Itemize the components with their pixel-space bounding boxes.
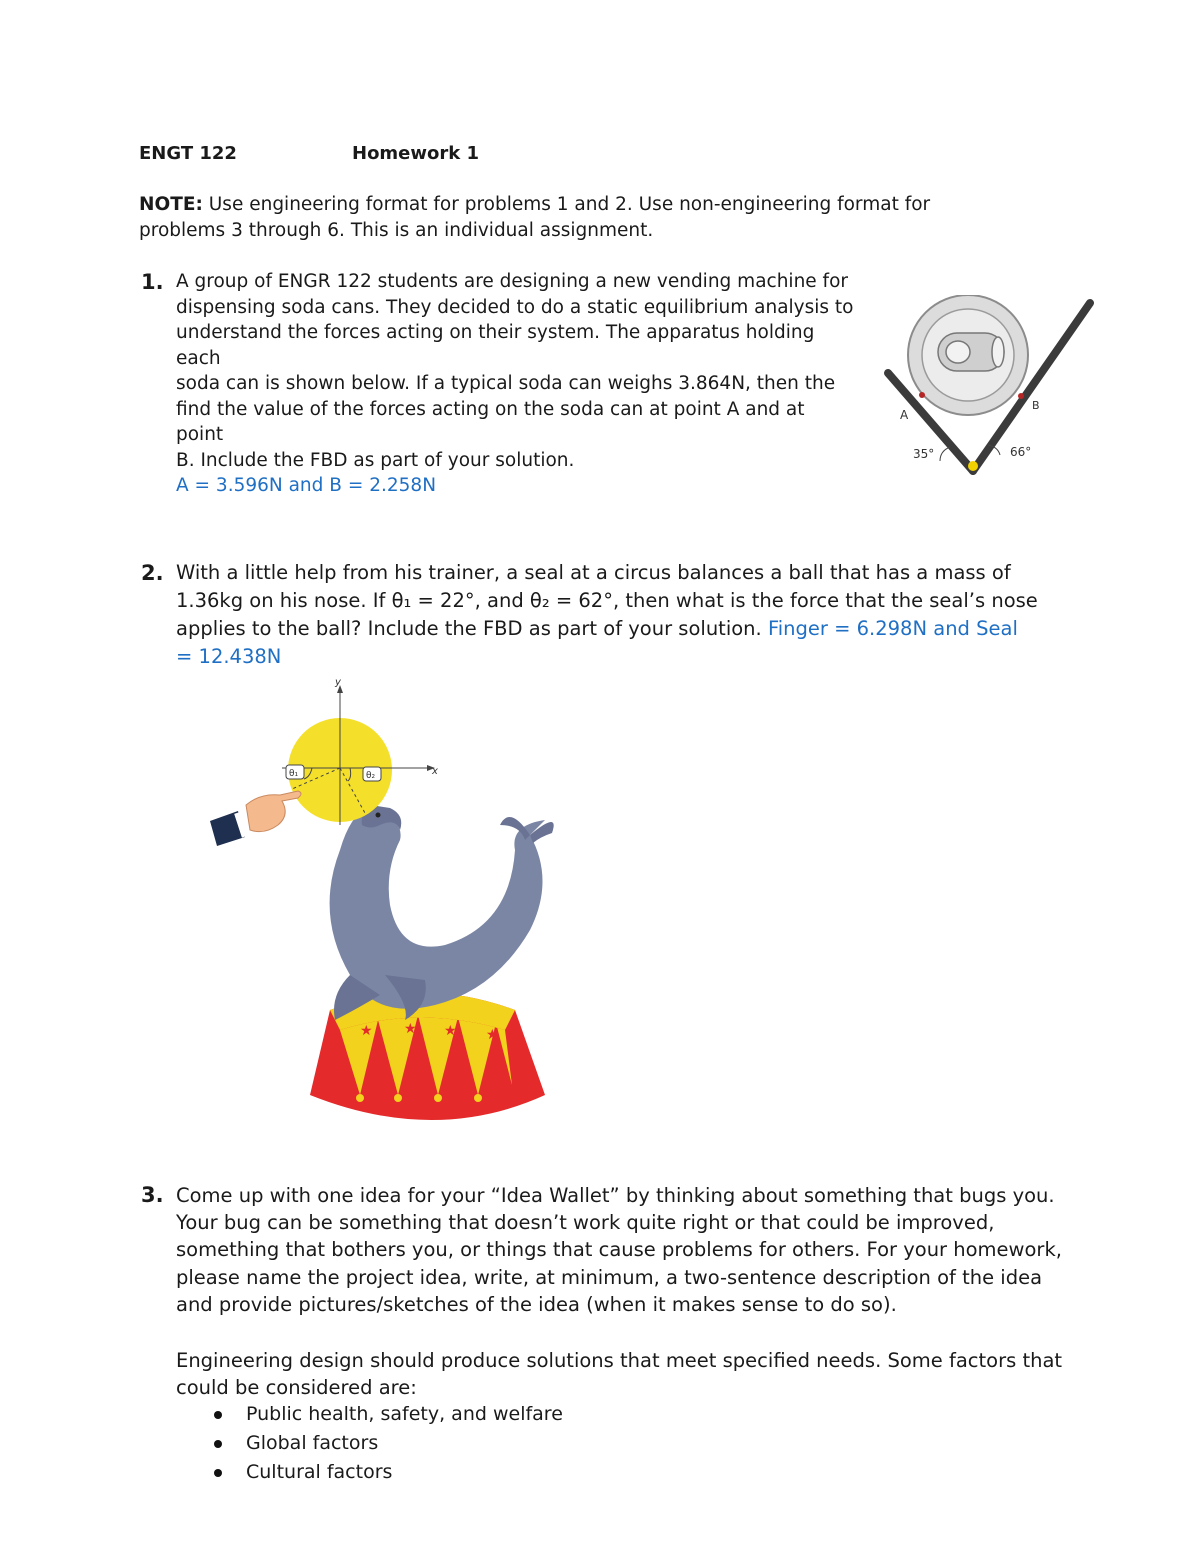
theta2-label: θ₂ [366, 771, 376, 781]
star-icon: ★ [486, 1027, 499, 1043]
q3-para2-line: could be considered are: [176, 1376, 417, 1399]
seal-circus-figure [200, 675, 580, 1125]
label-a: A [900, 408, 909, 422]
question-2-number: 2. [141, 561, 164, 585]
q3-para2-line: Engineering design should produce solutions that meet specified needs. Some factors that [176, 1349, 1063, 1372]
q3-line: something that bothers you, or things that cause problems for others. For your homework, [176, 1238, 1062, 1262]
q1-line: A group of ENGR 122 students are designing a new vending machine for [176, 271, 848, 292]
factors-list [210, 1400, 563, 1487]
label-b: B [1032, 399, 1040, 412]
question-3-paragraph-2 [176, 1347, 1066, 1401]
seal-eye [376, 813, 381, 818]
pull-tab-ring [946, 341, 970, 363]
seal-body [330, 805, 545, 1009]
contact-point-b [1018, 393, 1024, 399]
angle-right-label: 66° [1010, 445, 1032, 459]
q2-line: With a little help from his trainer, a seal at a circus balances a ball that has a mass of [176, 561, 1011, 584]
contact-point-a [919, 392, 925, 398]
question-2-text [176, 559, 1056, 671]
star-icon: ★ [404, 1021, 417, 1037]
can-opening [992, 337, 1004, 367]
question-3-text [176, 1182, 1066, 1318]
course-code: ENGT 122 [139, 143, 237, 164]
document-header [139, 143, 480, 164]
q1-line: dispensing soda cans. They decided to do a static equilibrium analysis to [176, 296, 854, 318]
trainer-hand [246, 791, 301, 832]
q2-line-with-answer [176, 615, 1056, 643]
assignment-note [139, 192, 1019, 244]
list-item: Global factors [210, 1429, 563, 1458]
note-label: NOTE: [139, 194, 203, 215]
pivot-point [968, 461, 978, 471]
list-item: Public health, safety, and welfare [210, 1400, 563, 1429]
q2-answer: Finger = 6.298N and Seal [767, 617, 1018, 640]
q3-line: Your bug can be something that doesn’t work quite right or that could be improved, [176, 1211, 995, 1235]
q3-line: please name the project idea, write, at minimum, a two-sentence description of the idea [176, 1265, 1043, 1289]
angle-left-arc [940, 447, 950, 461]
q1-line: B. Include the FBD as part of your solution. [176, 449, 575, 471]
pennant-bead [356, 1094, 364, 1102]
q2-answer-continued: = 12.438N [176, 645, 282, 668]
q3-line: and provide pictures/sketches of the idea (when it makes sense to do so). [176, 1292, 897, 1316]
q1-answer: A = 3.596N and B = 2.258N [176, 475, 437, 496]
pennant-bead [394, 1094, 402, 1102]
y-axis-label: y [335, 677, 341, 688]
assignment-title: Homework 1 [352, 143, 480, 164]
theta1-label: θ₁ [289, 769, 299, 779]
q1-line: soda can is shown below. If a typical soda can weighs 3.864N, then the [176, 373, 836, 394]
q1-line: understand the forces acting on their system. The apparatus holding each [176, 322, 815, 369]
angle-left-label: 35° [913, 447, 935, 461]
note-text: Use engineering format for problems 1 and 2. Use non-engineering format for problems 3 through 6. This is an individual assignment. [139, 194, 931, 241]
pennant-bead [474, 1094, 482, 1102]
x-axis-label: x [432, 766, 438, 777]
star-icon: ★ [360, 1023, 373, 1039]
question-1-number: 1. [141, 270, 164, 294]
question-1-text [176, 269, 856, 499]
q3-line: Come up with one idea for your “Idea Wallet” by thinking about something that bugs you. [176, 1184, 1055, 1207]
q2-line: applies to the ball? Include the FBD as part of your solution. [176, 617, 762, 640]
star-icon: ★ [444, 1023, 457, 1039]
q1-line: find the value of the forces acting on the soda can at point A and at point [176, 398, 805, 445]
question-3-number: 3. [141, 1183, 164, 1207]
soda-can-holder-figure [880, 295, 1100, 480]
q2-line: 1.36kg on his nose. If θ₁ = 22°, and θ₂ = 62°, then what is the force that the seal’s nose [176, 589, 1038, 612]
list-item: Cultural factors [210, 1458, 563, 1487]
pennant-bead [434, 1094, 442, 1102]
